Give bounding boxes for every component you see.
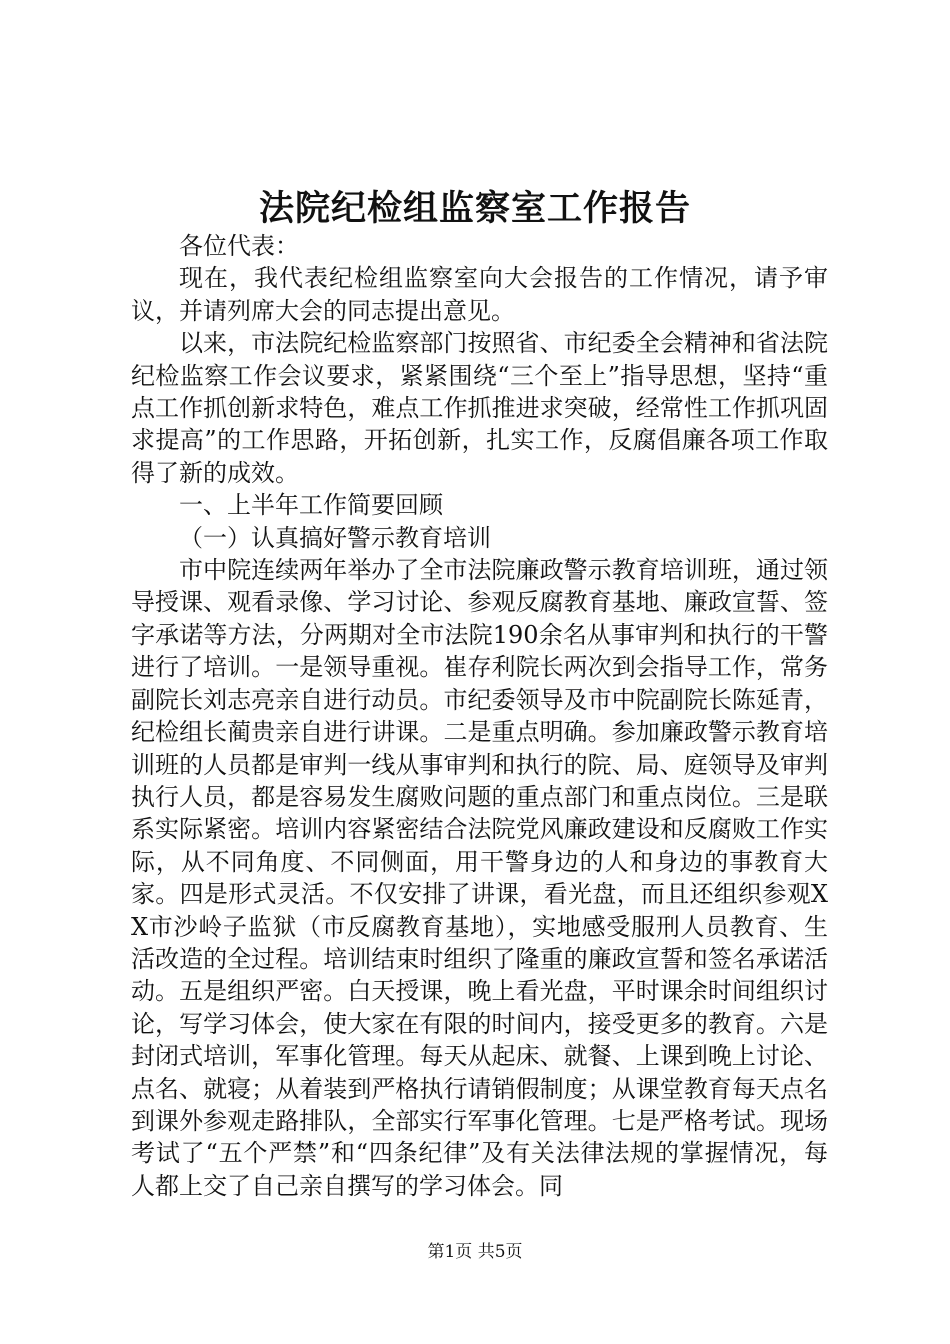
page-footer: 第1页 共5页: [427, 1242, 523, 1262]
subsection-heading-1: （一）认真搞好警示教育培训: [179, 523, 491, 552]
document-body: [131, 230, 828, 1202]
paragraph-salutation: 各位代表：: [179, 232, 299, 260]
paragraph-overview: 以来，市法院纪检监察部门按照省、市纪委全会精神和省法院纪检监察工作会议要求，紧紧围绕“三个至上”指导思想，坚持“重点工作抓创新求特色，难点工作抓推进求突破，经常性工作抓巩固求提高”的工作思路，开拓创新，扎实工作，反腐倡廉各项工作取得了新的成效。: [131, 329, 828, 487]
section-heading-1: 一、上半年工作简要回顾: [179, 491, 443, 520]
paragraph-intro: 现在，我代表纪检组监察室向大会报告的工作情况，请予审议，并请列席大会的同志提出意见。: [131, 264, 828, 325]
paragraph-training: 市中院连续两年举办了全市法院廉政警示教育培训班，通过领导授课、观看录像、学习讨论、参观反腐教育基地、廉政宣誓、签字承诺等方法，分两期对全市法院190余名从事审判和执行的干警进行了培训。一是领导重视。崔存利院长两次到会指导工作，常务副院长刘志亮亲自进行动员。市纪委领导及市中院副院长陈延青，纪检组长蔺贵亲自进行讲课。二是重点明确。参加廉政警示教育培训班的人员都是审判一线从事审判和执行的院、局、庭领导及审判执行人员，都是容易发生腐败问题的重点部门和重点岗位。三是联系实际紧密。培训内容紧密结合法院党风廉政建设和反腐败工作实际，从不同角度、不同侧面，用干警身边的人和身边的事教育大家。四是形式灵活。不仅安排了讲课，看光盘，而且还组织参观XX市沙岭子监狱（市反腐教育基地），实地感受服刑人员教育、生活改造的全过程。培训结束时组织了隆重的廉政宣誓和签名承诺活动。五是组织严密。白天授课，晚上看光盘，平时课余时间组织讨论，写学习体会，使大家在有限的时间内，接受更多的教育。六是封闭式培训，军事化管理。每天从起床、就餐、上课到晚上讨论、点名、就寝；从着装到严格执行请销假制度；从课堂教育每天点名到课外参观走路排队，全部实行军事化管理。七是严格考试。现场考试了“五个严禁”和“四条纪律”及有关法律法规的掌握情况，每人都上交了自己亲自撰写的学习体会。同: [131, 556, 828, 1200]
document-title: 法院纪检组监察室工作报告: [258, 188, 691, 229]
